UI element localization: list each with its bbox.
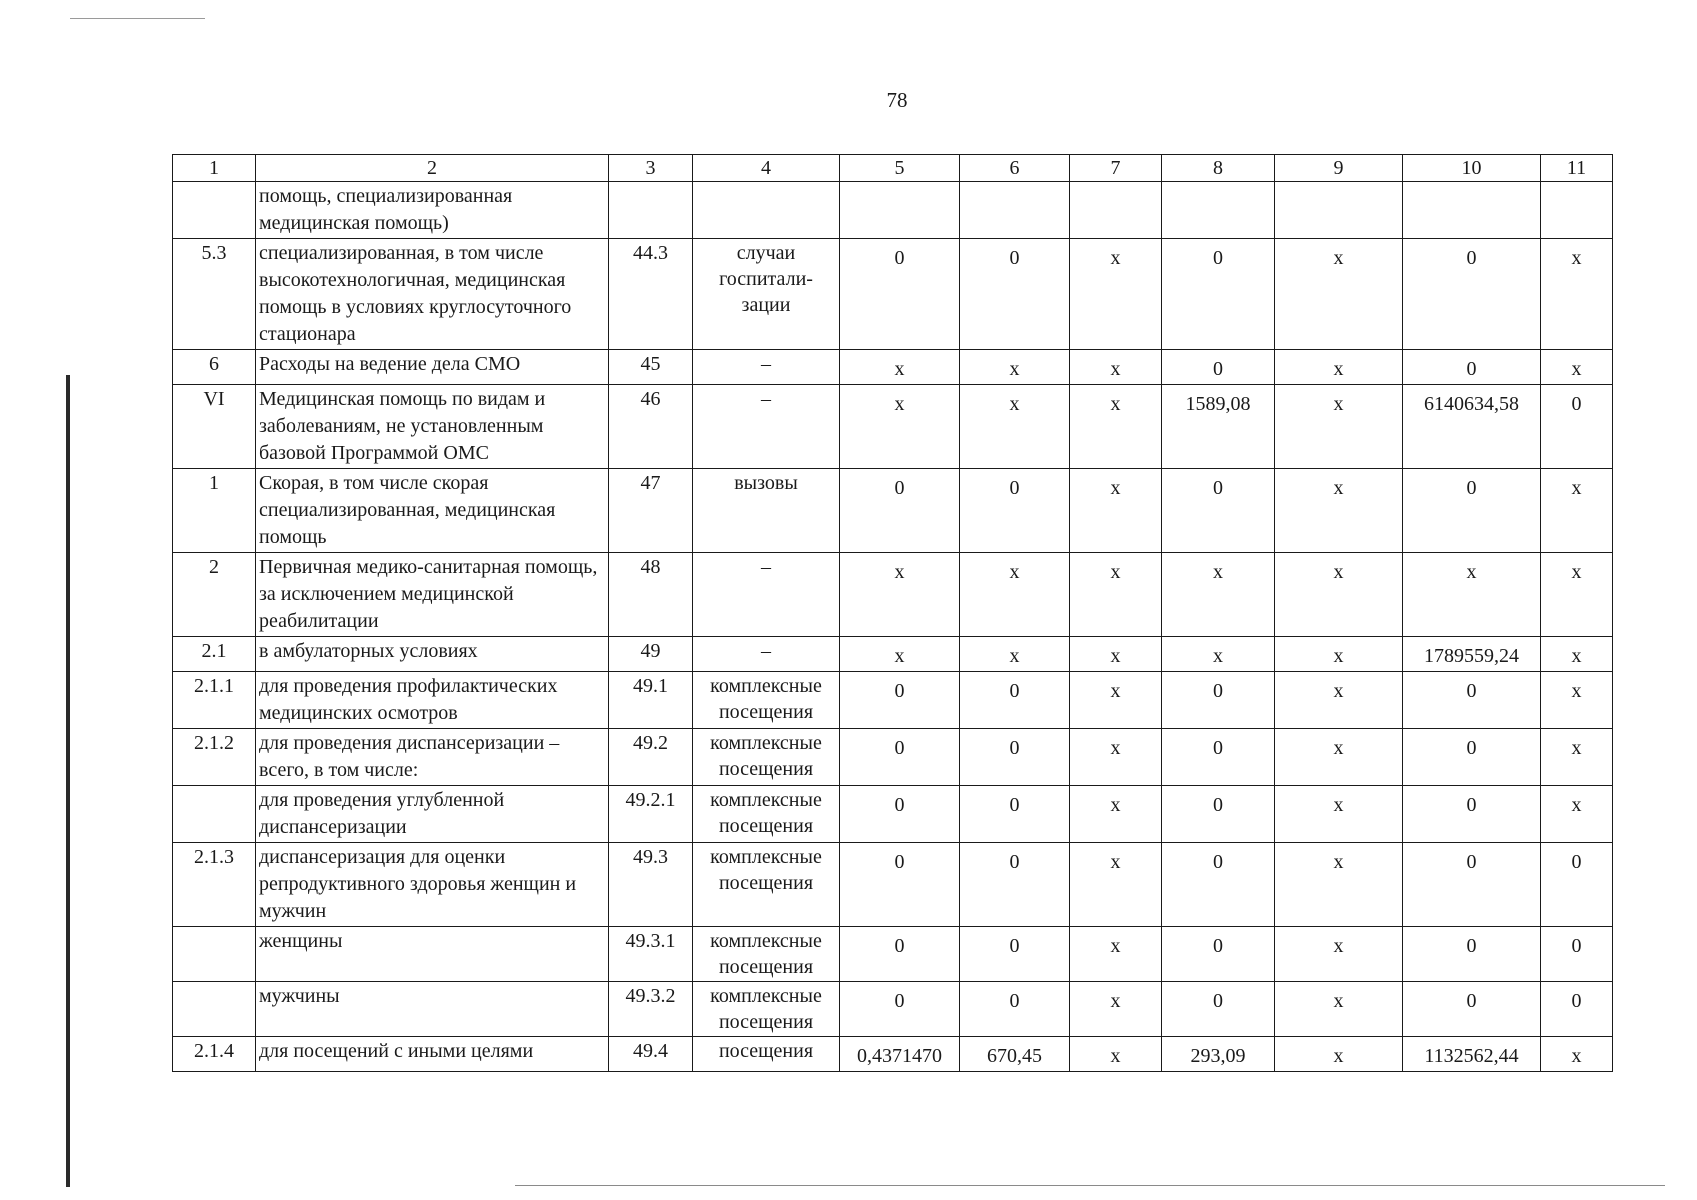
header-cell: 3 (609, 155, 693, 182)
row-code: 46 (609, 385, 693, 469)
row-name: Первичная медико-санитарная помощь, за исключением медицинской реабилитации (256, 553, 609, 637)
value-col-10: 1132562,44 (1403, 1037, 1541, 1072)
value-col-10: 0 (1403, 927, 1541, 982)
value-col-9 (1275, 182, 1403, 239)
row-name: помощь, специализированная медицинская помощь) (256, 182, 609, 239)
row-code: 48 (609, 553, 693, 637)
value-col-8: х (1162, 553, 1275, 637)
row-number (173, 982, 256, 1037)
row-code: 49.2.1 (609, 786, 693, 843)
row-unit (693, 182, 840, 239)
row-name: Скорая, в том числе скорая специализированная, медицинская помощь (256, 469, 609, 553)
value-col-9: х (1275, 672, 1403, 729)
row-name: мужчины (256, 982, 609, 1037)
row-unit: комплексные посещения (693, 729, 840, 786)
table-row (173, 1037, 1613, 1072)
value-col-8: 0 (1162, 239, 1275, 350)
value-col-8: 0 (1162, 672, 1275, 729)
value-col-5: х (840, 637, 960, 672)
header-cell: 2 (256, 155, 609, 182)
scan-artifact-left-edge (66, 375, 70, 1187)
row-code: 47 (609, 469, 693, 553)
row-name: для проведения диспансеризации – всего, в том числе: (256, 729, 609, 786)
row-unit: комплексные посещения (693, 786, 840, 843)
header-cell: 8 (1162, 155, 1275, 182)
row-number: 2.1.3 (173, 843, 256, 927)
value-col-5: 0 (840, 786, 960, 843)
row-name: для проведения углубленной диспансеризации (256, 786, 609, 843)
row-code: 45 (609, 350, 693, 385)
row-number: 2.1.4 (173, 1037, 256, 1072)
header-cell: 4 (693, 155, 840, 182)
value-col-10: 6140634,58 (1403, 385, 1541, 469)
row-unit: комплексные посещения (693, 927, 840, 982)
value-col-9: х (1275, 637, 1403, 672)
budget-table (172, 154, 1613, 1072)
row-name: диспансеризация для оценки репродуктивного здоровья женщин и мужчин (256, 843, 609, 927)
row-code: 49.3.1 (609, 927, 693, 982)
value-col-11: х (1541, 729, 1613, 786)
value-col-6 (960, 182, 1070, 239)
value-col-8: х (1162, 637, 1275, 672)
row-unit: комплексные посещения (693, 672, 840, 729)
row-name: для проведения профилактических медицинских осмотров (256, 672, 609, 729)
value-col-10: 0 (1403, 843, 1541, 927)
value-col-7: х (1070, 927, 1162, 982)
header-cell: 6 (960, 155, 1070, 182)
value-col-6: 0 (960, 843, 1070, 927)
value-col-5: 0 (840, 239, 960, 350)
value-col-5: х (840, 385, 960, 469)
row-code: 49.4 (609, 1037, 693, 1072)
value-col-6: 0 (960, 729, 1070, 786)
row-number: VI (173, 385, 256, 469)
value-col-11: х (1541, 350, 1613, 385)
value-col-7: х (1070, 385, 1162, 469)
row-code (609, 182, 693, 239)
row-unit: комплексные посещения (693, 982, 840, 1037)
value-col-8: 0 (1162, 927, 1275, 982)
header-cell: 9 (1275, 155, 1403, 182)
value-col-10: х (1403, 553, 1541, 637)
row-number: 2 (173, 553, 256, 637)
row-unit: – (693, 553, 840, 637)
value-col-11: х (1541, 672, 1613, 729)
value-col-5 (840, 182, 960, 239)
value-col-11: х (1541, 469, 1613, 553)
value-col-9: х (1275, 982, 1403, 1037)
value-col-11: х (1541, 786, 1613, 843)
row-name: Расходы на ведение дела СМО (256, 350, 609, 385)
value-col-6: х (960, 385, 1070, 469)
row-number (173, 786, 256, 843)
row-code: 49 (609, 637, 693, 672)
value-col-6: х (960, 637, 1070, 672)
value-col-5: х (840, 553, 960, 637)
value-col-5: 0 (840, 927, 960, 982)
value-col-6: х (960, 553, 1070, 637)
value-col-10: 0 (1403, 786, 1541, 843)
value-col-8: 0 (1162, 350, 1275, 385)
value-col-10: 0 (1403, 729, 1541, 786)
value-col-11: х (1541, 1037, 1613, 1072)
row-unit: – (693, 637, 840, 672)
row-name: Медицинская помощь по видам и заболеваниям, не установленным базовой Программой ОМС (256, 385, 609, 469)
row-code: 49.1 (609, 672, 693, 729)
value-col-10: 0 (1403, 672, 1541, 729)
value-col-7: х (1070, 982, 1162, 1037)
value-col-7: х (1070, 786, 1162, 843)
table-row (173, 729, 1613, 786)
value-col-8: 1589,08 (1162, 385, 1275, 469)
value-col-5: х (840, 350, 960, 385)
value-col-6: 0 (960, 982, 1070, 1037)
row-unit: посещения (693, 1037, 840, 1072)
value-col-9: х (1275, 927, 1403, 982)
value-col-6: 0 (960, 239, 1070, 350)
value-col-8: 0 (1162, 729, 1275, 786)
row-unit: – (693, 385, 840, 469)
scan-artifact-top-line (70, 18, 205, 19)
table-row (173, 553, 1613, 637)
value-col-6: 670,45 (960, 1037, 1070, 1072)
value-col-10: 1789559,24 (1403, 637, 1541, 672)
value-col-11 (1541, 182, 1613, 239)
value-col-8: 0 (1162, 982, 1275, 1037)
value-col-10 (1403, 182, 1541, 239)
row-name: специализированная, в том числе высокотехнологичная, медицинская помощь в условиях круглосуточного стационара (256, 239, 609, 350)
value-col-9: х (1275, 469, 1403, 553)
row-code: 49.2 (609, 729, 693, 786)
value-col-10: 0 (1403, 239, 1541, 350)
table-row (173, 927, 1613, 982)
header-cell: 10 (1403, 155, 1541, 182)
row-number: 2.1.1 (173, 672, 256, 729)
table-header-row (173, 155, 1613, 182)
value-col-11: х (1541, 239, 1613, 350)
value-col-5: 0 (840, 469, 960, 553)
row-name: для посещений с иными целями (256, 1037, 609, 1072)
value-col-6: 0 (960, 672, 1070, 729)
value-col-8 (1162, 182, 1275, 239)
value-col-9: х (1275, 786, 1403, 843)
value-col-8: 0 (1162, 469, 1275, 553)
value-col-5: 0 (840, 982, 960, 1037)
value-col-8: 293,09 (1162, 1037, 1275, 1072)
row-name: в амбулаторных условиях (256, 637, 609, 672)
value-col-6: 0 (960, 786, 1070, 843)
value-col-10: 0 (1403, 350, 1541, 385)
value-col-11: 0 (1541, 982, 1613, 1037)
value-col-8: 0 (1162, 843, 1275, 927)
table-row (173, 385, 1613, 469)
value-col-9: х (1275, 553, 1403, 637)
value-col-5: 0 (840, 672, 960, 729)
value-col-7 (1070, 182, 1162, 239)
row-code: 49.3 (609, 843, 693, 927)
value-col-11: х (1541, 553, 1613, 637)
value-col-9: х (1275, 350, 1403, 385)
row-number (173, 927, 256, 982)
value-col-7: х (1070, 843, 1162, 927)
page-number: 78 (886, 88, 908, 112)
value-col-11: 0 (1541, 927, 1613, 982)
value-col-5: 0 (840, 843, 960, 927)
header-cell: 11 (1541, 155, 1613, 182)
table-body (173, 155, 1613, 1072)
row-number: 6 (173, 350, 256, 385)
table-row (173, 239, 1613, 350)
table-row (173, 982, 1613, 1037)
value-col-10: 0 (1403, 982, 1541, 1037)
row-name: женщины (256, 927, 609, 982)
value-col-6: 0 (960, 469, 1070, 553)
scan-artifact-bottom-line (515, 1185, 1665, 1186)
value-col-9: х (1275, 239, 1403, 350)
value-col-7: х (1070, 672, 1162, 729)
table-row (173, 469, 1613, 553)
row-number: 2.1.2 (173, 729, 256, 786)
value-col-7: х (1070, 637, 1162, 672)
value-col-8: 0 (1162, 786, 1275, 843)
value-col-9: х (1275, 843, 1403, 927)
value-col-7: х (1070, 729, 1162, 786)
table-row (173, 672, 1613, 729)
value-col-7: х (1070, 239, 1162, 350)
value-col-10: 0 (1403, 469, 1541, 553)
value-col-9: х (1275, 1037, 1403, 1072)
value-col-7: х (1070, 350, 1162, 385)
row-number: 1 (173, 469, 256, 553)
value-col-11: х (1541, 637, 1613, 672)
value-col-6: х (960, 350, 1070, 385)
value-col-5: 0 (840, 729, 960, 786)
header-cell: 7 (1070, 155, 1162, 182)
value-col-9: х (1275, 385, 1403, 469)
row-unit: – (693, 350, 840, 385)
table-row (173, 843, 1613, 927)
row-number: 2.1 (173, 637, 256, 672)
row-number: 5.3 (173, 239, 256, 350)
header-cell: 1 (173, 155, 256, 182)
table-row (173, 182, 1613, 239)
value-col-11: 0 (1541, 385, 1613, 469)
value-col-7: х (1070, 1037, 1162, 1072)
value-col-5: 0,4371470 (840, 1037, 960, 1072)
row-code: 49.3.2 (609, 982, 693, 1037)
value-col-11: 0 (1541, 843, 1613, 927)
value-col-7: х (1070, 469, 1162, 553)
table-row (173, 637, 1613, 672)
row-unit: комплексные посещения (693, 843, 840, 927)
header-cell: 5 (840, 155, 960, 182)
row-unit: случаи госпитали-зации (693, 239, 840, 350)
value-col-9: х (1275, 729, 1403, 786)
value-col-6: 0 (960, 927, 1070, 982)
row-number (173, 182, 256, 239)
table-row (173, 786, 1613, 843)
row-unit: вызовы (693, 469, 840, 553)
table-row (173, 350, 1613, 385)
value-col-7: х (1070, 553, 1162, 637)
row-code: 44.3 (609, 239, 693, 350)
